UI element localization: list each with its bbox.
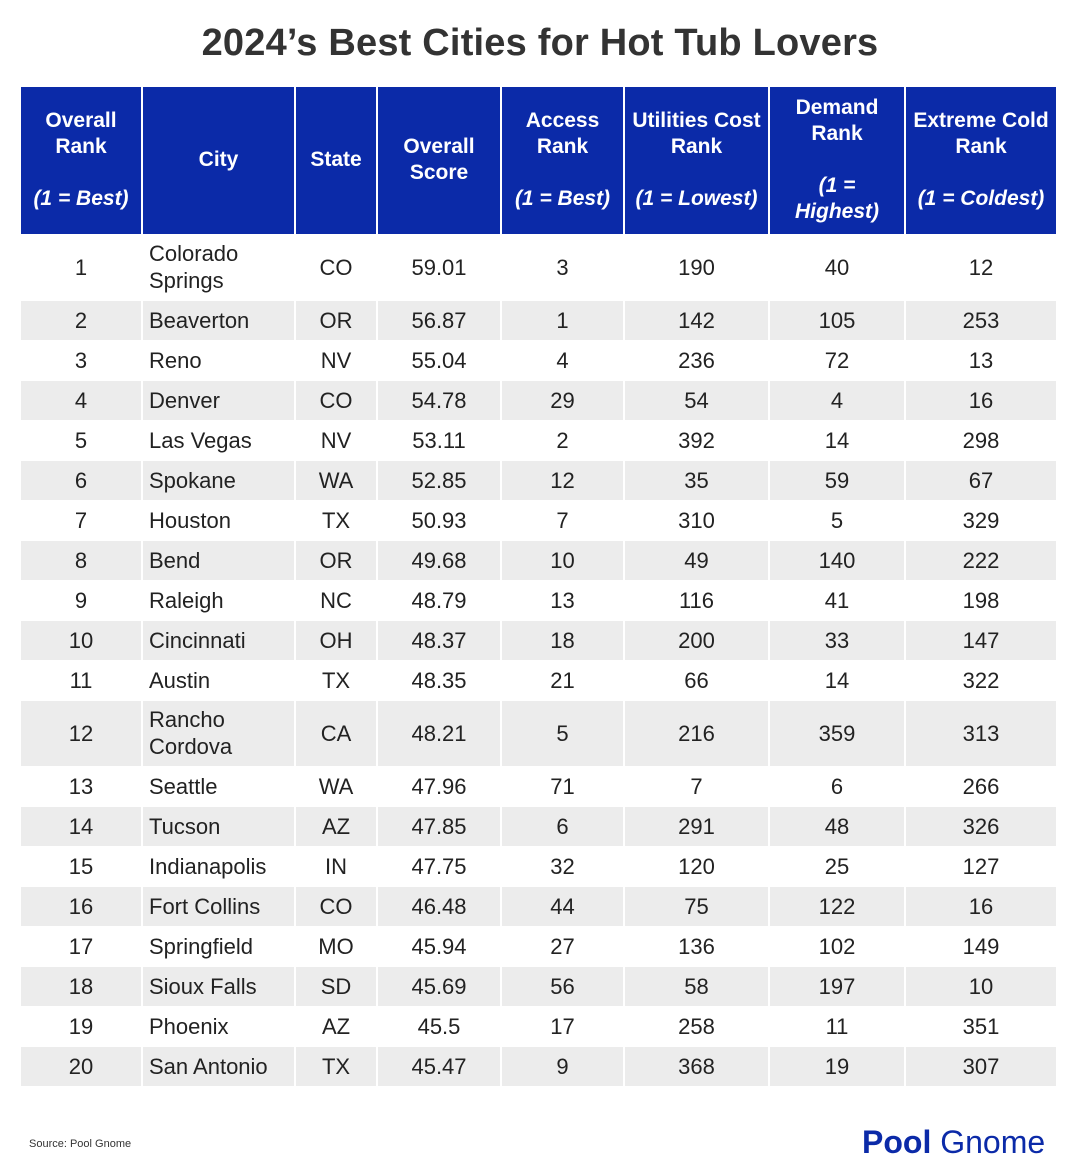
cell-demand-rank: 14 <box>769 660 905 700</box>
cell-access-rank: 7 <box>501 500 624 540</box>
cell-overall-score: 45.94 <box>377 926 501 966</box>
cell-state: CO <box>295 380 377 420</box>
cell-demand-rank: 4 <box>769 380 905 420</box>
cell-state: CO <box>295 234 377 300</box>
cell-state: AZ <box>295 1006 377 1046</box>
header-label: Overall Score <box>403 135 475 185</box>
cell-overall-rank: 17 <box>21 926 142 966</box>
cell-city: Raleigh <box>142 580 295 620</box>
cell-city: Bend <box>142 540 295 580</box>
cell-extreme-cold-rank: 322 <box>905 660 1056 700</box>
table-row <box>21 300 1056 340</box>
cell-overall-score: 47.75 <box>377 846 501 886</box>
cell-overall-score: 45.5 <box>377 1006 501 1046</box>
cell-extreme-cold-rank: 67 <box>905 460 1056 500</box>
table-row <box>21 380 1056 420</box>
cell-extreme-cold-rank: 298 <box>905 420 1056 460</box>
header-note: (1 = Best) <box>33 187 129 211</box>
source-note: Source: Pool Gnome <box>29 1138 132 1150</box>
cell-utilities-cost-rank: 291 <box>624 806 769 846</box>
cell-city: Beaverton <box>142 300 295 340</box>
cell-city: Fort Collins <box>142 886 295 926</box>
cell-utilities-cost-rank: 310 <box>624 500 769 540</box>
cell-access-rank: 13 <box>501 580 624 620</box>
cell-access-rank: 17 <box>501 1006 624 1046</box>
cell-state: OR <box>295 540 377 580</box>
cell-extreme-cold-rank: 10 <box>905 966 1056 1006</box>
cell-extreme-cold-rank: 329 <box>905 500 1056 540</box>
cell-utilities-cost-rank: 66 <box>624 660 769 700</box>
cell-access-rank: 9 <box>501 1046 624 1086</box>
cell-city: Houston <box>142 500 295 540</box>
cell-utilities-cost-rank: 392 <box>624 420 769 460</box>
brand-logo <box>862 1124 1045 1161</box>
table-row <box>21 540 1056 580</box>
cell-extreme-cold-rank: 307 <box>905 1046 1056 1086</box>
cell-overall-rank: 9 <box>21 580 142 620</box>
cell-city: Cincinnati <box>142 620 295 660</box>
cell-demand-rank: 122 <box>769 886 905 926</box>
cell-utilities-cost-rank: 216 <box>624 700 769 766</box>
cell-utilities-cost-rank: 120 <box>624 846 769 886</box>
cell-access-rank: 44 <box>501 886 624 926</box>
cell-overall-rank: 3 <box>21 340 142 380</box>
table-row <box>21 1046 1056 1086</box>
table-row <box>21 234 1056 300</box>
header-access-rank <box>501 87 624 234</box>
cell-utilities-cost-rank: 258 <box>624 1006 769 1046</box>
cell-demand-rank: 48 <box>769 806 905 846</box>
cell-utilities-cost-rank: 49 <box>624 540 769 580</box>
cell-utilities-cost-rank: 54 <box>624 380 769 420</box>
table-row <box>21 966 1056 1006</box>
cell-demand-rank: 19 <box>769 1046 905 1086</box>
cell-utilities-cost-rank: 75 <box>624 886 769 926</box>
page-title: 2024’s Best Cities for Hot Tub Lovers <box>201 22 879 64</box>
cell-city: Rancho Cordova <box>142 700 295 766</box>
cell-overall-rank: 13 <box>21 766 142 806</box>
cell-state: CA <box>295 700 377 766</box>
cell-state: TX <box>295 1046 377 1086</box>
cell-city: Springfield <box>142 926 295 966</box>
header-extreme-cold-rank <box>905 87 1056 234</box>
table-body <box>21 234 1056 1086</box>
header-label: Demand Rank <box>795 96 879 146</box>
cell-overall-rank: 8 <box>21 540 142 580</box>
cell-access-rank: 6 <box>501 806 624 846</box>
cell-overall-rank: 4 <box>21 380 142 420</box>
header-label: Utilities Cost Rank <box>632 109 761 159</box>
cell-city: Phoenix <box>142 1006 295 1046</box>
cell-city: Tucson <box>142 806 295 846</box>
cell-state: NV <box>295 340 377 380</box>
header-city <box>142 87 295 234</box>
header-label: State <box>310 148 362 172</box>
header-state <box>295 87 377 234</box>
cell-access-rank: 18 <box>501 620 624 660</box>
cell-city: Reno <box>142 340 295 380</box>
cell-overall-score: 45.47 <box>377 1046 501 1086</box>
cell-demand-rank: 40 <box>769 234 905 300</box>
cell-state: CO <box>295 886 377 926</box>
cell-extreme-cold-rank: 127 <box>905 846 1056 886</box>
cell-utilities-cost-rank: 200 <box>624 620 769 660</box>
cell-demand-rank: 359 <box>769 700 905 766</box>
cell-overall-score: 48.37 <box>377 620 501 660</box>
cell-state: TX <box>295 500 377 540</box>
table-row <box>21 1006 1056 1046</box>
table-row <box>21 620 1056 660</box>
cell-overall-rank: 7 <box>21 500 142 540</box>
cell-access-rank: 56 <box>501 966 624 1006</box>
cell-state: SD <box>295 966 377 1006</box>
cell-city: Sioux Falls <box>142 966 295 1006</box>
cell-utilities-cost-rank: 190 <box>624 234 769 300</box>
cell-overall-rank: 19 <box>21 1006 142 1046</box>
cell-demand-rank: 59 <box>769 460 905 500</box>
cell-overall-score: 55.04 <box>377 340 501 380</box>
cell-overall-score: 50.93 <box>377 500 501 540</box>
cell-overall-rank: 5 <box>21 420 142 460</box>
table-row <box>21 580 1056 620</box>
cell-overall-rank: 6 <box>21 460 142 500</box>
cell-demand-rank: 5 <box>769 500 905 540</box>
header-note: (1 = Best) <box>514 187 611 211</box>
cell-overall-score: 59.01 <box>377 234 501 300</box>
cell-extreme-cold-rank: 222 <box>905 540 1056 580</box>
cell-demand-rank: 25 <box>769 846 905 886</box>
cell-extreme-cold-rank: 351 <box>905 1006 1056 1046</box>
cell-city: Spokane <box>142 460 295 500</box>
cell-extreme-cold-rank: 313 <box>905 700 1056 766</box>
cell-overall-rank: 12 <box>21 700 142 766</box>
header-note: (1 = Highest) <box>795 174 879 224</box>
header-note: (1 = Coldest) <box>917 187 1045 211</box>
cell-overall-score: 53.11 <box>377 420 501 460</box>
cell-access-rank: 5 <box>501 700 624 766</box>
table-row <box>21 660 1056 700</box>
header-demand-rank <box>769 87 905 234</box>
cell-overall-rank: 1 <box>21 234 142 300</box>
cell-utilities-cost-rank: 116 <box>624 580 769 620</box>
header-row <box>21 87 1056 234</box>
header-note: (1 = Lowest) <box>635 187 758 211</box>
table-row <box>21 846 1056 886</box>
cell-extreme-cold-rank: 13 <box>905 340 1056 380</box>
cell-overall-rank: 14 <box>21 806 142 846</box>
cell-access-rank: 71 <box>501 766 624 806</box>
cell-city: Las Vegas <box>142 420 295 460</box>
cell-overall-score: 48.21 <box>377 700 501 766</box>
cell-extreme-cold-rank: 266 <box>905 766 1056 806</box>
cell-access-rank: 21 <box>501 660 624 700</box>
cell-access-rank: 2 <box>501 420 624 460</box>
cell-access-rank: 4 <box>501 340 624 380</box>
cell-state: WA <box>295 766 377 806</box>
header-utilities-cost-rank <box>624 87 769 234</box>
cell-utilities-cost-rank: 35 <box>624 460 769 500</box>
cell-extreme-cold-rank: 147 <box>905 620 1056 660</box>
cell-demand-rank: 33 <box>769 620 905 660</box>
cell-state: IN <box>295 846 377 886</box>
cell-demand-rank: 105 <box>769 300 905 340</box>
cell-extreme-cold-rank: 326 <box>905 806 1056 846</box>
header-label: Access Rank <box>525 109 600 159</box>
cell-overall-rank: 2 <box>21 300 142 340</box>
cell-overall-score: 52.85 <box>377 460 501 500</box>
cell-demand-rank: 102 <box>769 926 905 966</box>
cell-state: TX <box>295 660 377 700</box>
table-row <box>21 886 1056 926</box>
cell-access-rank: 1 <box>501 300 624 340</box>
cell-utilities-cost-rank: 58 <box>624 966 769 1006</box>
table-row <box>21 340 1056 380</box>
header-label: City <box>198 148 239 172</box>
cell-state: NC <box>295 580 377 620</box>
cell-overall-score: 45.69 <box>377 966 501 1006</box>
cell-demand-rank: 14 <box>769 420 905 460</box>
cell-overall-rank: 10 <box>21 620 142 660</box>
header-label: Overall Rank <box>45 109 117 159</box>
cell-utilities-cost-rank: 7 <box>624 766 769 806</box>
cell-extreme-cold-rank: 12 <box>905 234 1056 300</box>
cell-state: MO <box>295 926 377 966</box>
cell-demand-rank: 72 <box>769 340 905 380</box>
cell-demand-rank: 11 <box>769 1006 905 1046</box>
cell-city: Austin <box>142 660 295 700</box>
table-row <box>21 460 1056 500</box>
cell-extreme-cold-rank: 149 <box>905 926 1056 966</box>
cell-utilities-cost-rank: 236 <box>624 340 769 380</box>
cell-state: NV <box>295 420 377 460</box>
cell-overall-score: 54.78 <box>377 380 501 420</box>
cell-access-rank: 3 <box>501 234 624 300</box>
cell-access-rank: 10 <box>501 540 624 580</box>
cell-access-rank: 29 <box>501 380 624 420</box>
cell-overall-score: 56.87 <box>377 300 501 340</box>
header-overall-rank <box>21 87 142 234</box>
header-overall-score <box>377 87 501 234</box>
cell-overall-rank: 16 <box>21 886 142 926</box>
cell-utilities-cost-rank: 142 <box>624 300 769 340</box>
cell-overall-rank: 15 <box>21 846 142 886</box>
cell-demand-rank: 41 <box>769 580 905 620</box>
cell-city: Denver <box>142 380 295 420</box>
cell-access-rank: 12 <box>501 460 624 500</box>
cell-extreme-cold-rank: 253 <box>905 300 1056 340</box>
brand-word-pool: Pool <box>862 1124 932 1160</box>
cell-access-rank: 32 <box>501 846 624 886</box>
table-row <box>21 766 1056 806</box>
cell-overall-score: 49.68 <box>377 540 501 580</box>
cell-demand-rank: 197 <box>769 966 905 1006</box>
cell-overall-score: 48.79 <box>377 580 501 620</box>
cell-demand-rank: 140 <box>769 540 905 580</box>
cell-overall-score: 46.48 <box>377 886 501 926</box>
cell-overall-score: 48.35 <box>377 660 501 700</box>
cell-city: Colorado Springs <box>142 234 295 300</box>
cell-extreme-cold-rank: 16 <box>905 886 1056 926</box>
cell-overall-rank: 20 <box>21 1046 142 1086</box>
table-row <box>21 926 1056 966</box>
brand-word-gnome: Gnome <box>940 1124 1046 1160</box>
cell-demand-rank: 6 <box>769 766 905 806</box>
cell-access-rank: 27 <box>501 926 624 966</box>
table-row <box>21 500 1056 540</box>
cell-state: OH <box>295 620 377 660</box>
cell-state: AZ <box>295 806 377 846</box>
cell-overall-score: 47.96 <box>377 766 501 806</box>
cell-state: OR <box>295 300 377 340</box>
table-row <box>21 806 1056 846</box>
cell-city: San Antonio <box>142 1046 295 1086</box>
cell-city: Seattle <box>142 766 295 806</box>
cell-overall-rank: 18 <box>21 966 142 1006</box>
cell-utilities-cost-rank: 136 <box>624 926 769 966</box>
header-label: Extreme Cold Rank <box>913 109 1049 159</box>
cell-utilities-cost-rank: 368 <box>624 1046 769 1086</box>
table-row <box>21 420 1056 460</box>
cell-extreme-cold-rank: 16 <box>905 380 1056 420</box>
table-row <box>21 700 1056 766</box>
cell-city: Indianapolis <box>142 846 295 886</box>
cell-overall-score: 47.85 <box>377 806 501 846</box>
cell-state: WA <box>295 460 377 500</box>
cell-overall-rank: 11 <box>21 660 142 700</box>
rankings-table <box>21 87 1056 1086</box>
cell-extreme-cold-rank: 198 <box>905 580 1056 620</box>
